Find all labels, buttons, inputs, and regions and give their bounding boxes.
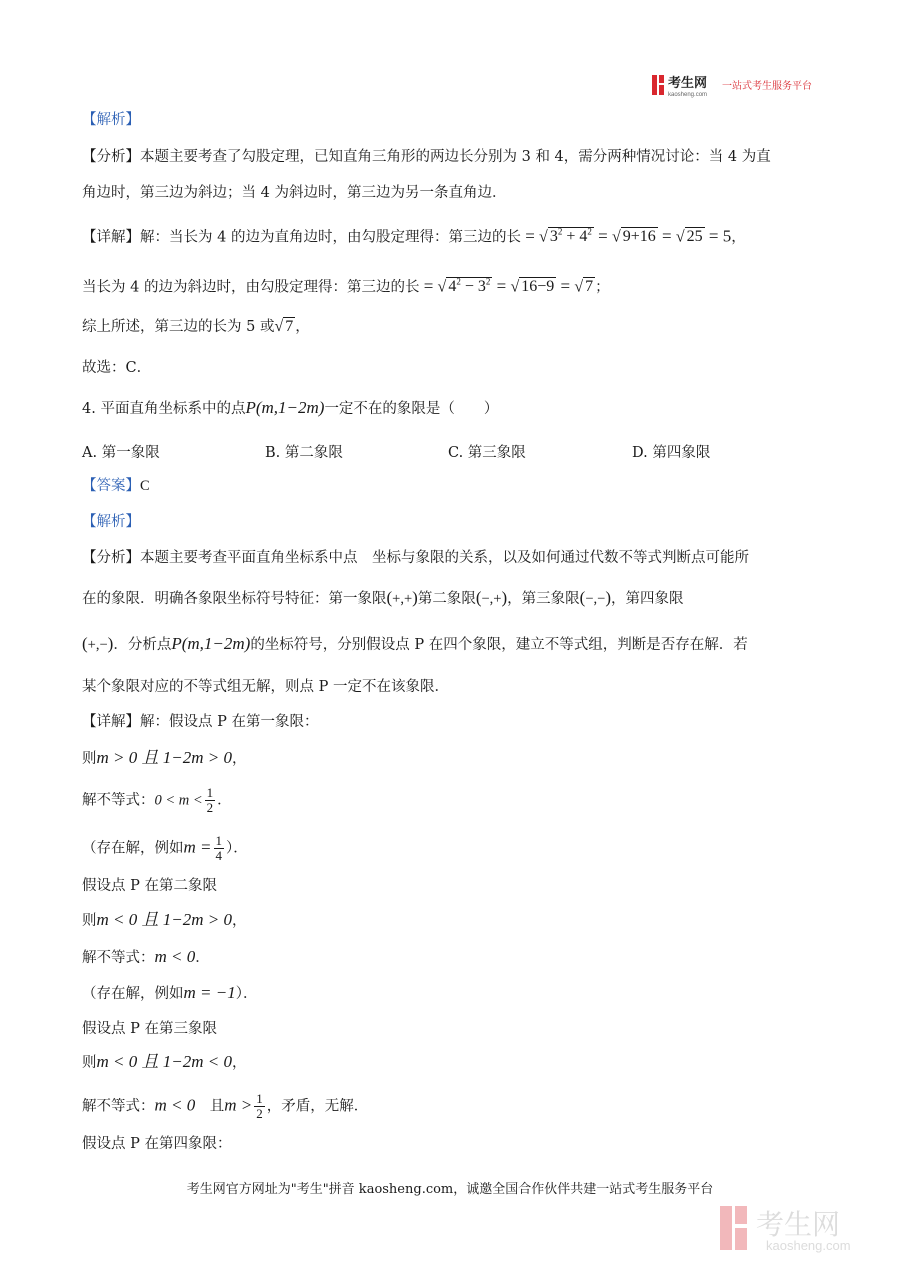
q3-xiangjie-l2: 当长为 4 的边为斜边时，由勾股定理得：第三边的长 = √ $4^2 - 3^2$ = √ 16−9 = √ 7 ； bbox=[82, 276, 610, 296]
footer-text: 考生网官方网址为"考生"拼音 kaosheng.com，诚邀全国合作伙伴共建一站式考生服务平台 bbox=[186, 1182, 714, 1197]
q3-xiangjie-l1: 【详解】解：当长为 4 的边为直角边时，由勾股定理得：第三边的长 = √ $3^2 + 4^2$ = √ 9+16 = √ 25 = 5， bbox=[82, 226, 746, 246]
q4-s1-sol: 解不等式：0 < m < $\frac{1}{2}$ ． bbox=[82, 785, 232, 815]
q4-fenxi-l4: 某个象限对应的不等式组无解，则点 P 一定不在该象限． bbox=[82, 679, 449, 695]
q4-s2-cond: 则m < 0 且 1−2m > 0， bbox=[82, 910, 247, 929]
logo-sub: kaosheng.com bbox=[668, 92, 708, 98]
watermark bbox=[716, 1200, 886, 1254]
q4-s2-ex: （存在解，例如m = −1）． bbox=[82, 983, 258, 1002]
sqrt-formula-1: √ $3^2 + 4^2$ bbox=[539, 227, 592, 246]
q3-zongshang: 综上所述，第三边的长为 5 或√ 7 ， bbox=[82, 318, 310, 335]
q4-option-a: A. 第一象限 bbox=[82, 445, 160, 461]
q4-s1-head: 【详解】解：假设点 P 在第一象限： bbox=[82, 714, 319, 730]
q3-fenxi-l2: 角边时，第三边为斜边；当 4 为斜边时，第三边为另一条直角边． bbox=[82, 185, 507, 201]
q4-fenxi-l1: 【分析】本题主要考查平面直角坐标系中点 坐标与象限的关系，以及如何通过代数不等式判断点可能所 bbox=[82, 550, 749, 566]
q4-stem: 4. 平面直角坐标系中的点P(m,1−2m)一定不在的象限是（ ） bbox=[82, 398, 499, 417]
logo-text: 考生网 bbox=[668, 75, 708, 90]
q4-fenxi-l2: 在的象限．明确各象限坐标符号特征：第一象限(+,+)第二象限(−,+)，第三象限(−,−)，第四象限 bbox=[82, 588, 684, 607]
watermark-logo-icon bbox=[716, 1200, 886, 1254]
sqrt-formula-2: √ $4^2 - 3^2$ bbox=[437, 277, 491, 296]
q4-s3-sol: 解不等式：m < 0 且m > $\frac{1}{2}$ ，矛盾，无解． bbox=[82, 1091, 369, 1121]
q4-s1-cond: 则m > 0 且 1−2m > 0， bbox=[82, 748, 247, 767]
q4-fenxi-l3: (+,−)．分析点P(m,1−2m)的坐标符号，分别假设点 P 在四个象限，建立不等式组，判断是否存在解．若 bbox=[82, 634, 748, 653]
q4-answer: 【答案】C bbox=[82, 478, 150, 494]
q4-option-b: B. 第二象限 bbox=[265, 445, 343, 461]
header-logo bbox=[650, 72, 820, 98]
slogan: 一站式考生服务平台 bbox=[722, 81, 812, 92]
q4-s3-cond: 则m < 0 且 1−2m < 0， bbox=[82, 1052, 247, 1071]
q4-option-d: D. 第四象限 bbox=[632, 445, 711, 461]
watermark-en: kaosheng.com bbox=[766, 1238, 851, 1253]
q3-guxuan: 故选：C． bbox=[82, 360, 152, 376]
q3-jiexi-tag: 【解析】 bbox=[82, 112, 140, 128]
q3-fenxi-l1: 【分析】本题主要考查了勾股定理，已知直角三角形的两边长分别为 3 和 4，需分两种情况讨论：当 4 为直 bbox=[82, 149, 771, 165]
fenxi-tag: 【分析】 bbox=[82, 149, 140, 165]
q4-s3-head: 假设点 P 在第三象限 bbox=[82, 1021, 217, 1037]
kaosheng-logo-icon bbox=[650, 72, 820, 98]
q4-s1-ex: （存在解，例如m = $\frac{1}{4}$ ）． bbox=[82, 833, 248, 863]
q4-jiexi-tag: 【解析】 bbox=[82, 514, 140, 530]
q4-point: P(m,1−2m) bbox=[245, 398, 325, 417]
q4-s4-head: 假设点 P 在第四象限： bbox=[82, 1136, 232, 1152]
q4-s2-sol: 解不等式：m < 0． bbox=[82, 947, 210, 966]
watermark-cn: 考生网 bbox=[756, 1209, 841, 1240]
q4-option-c: C. 第三象限 bbox=[448, 445, 526, 461]
q4-s2-head: 假设点 P 在第二象限 bbox=[82, 878, 217, 894]
